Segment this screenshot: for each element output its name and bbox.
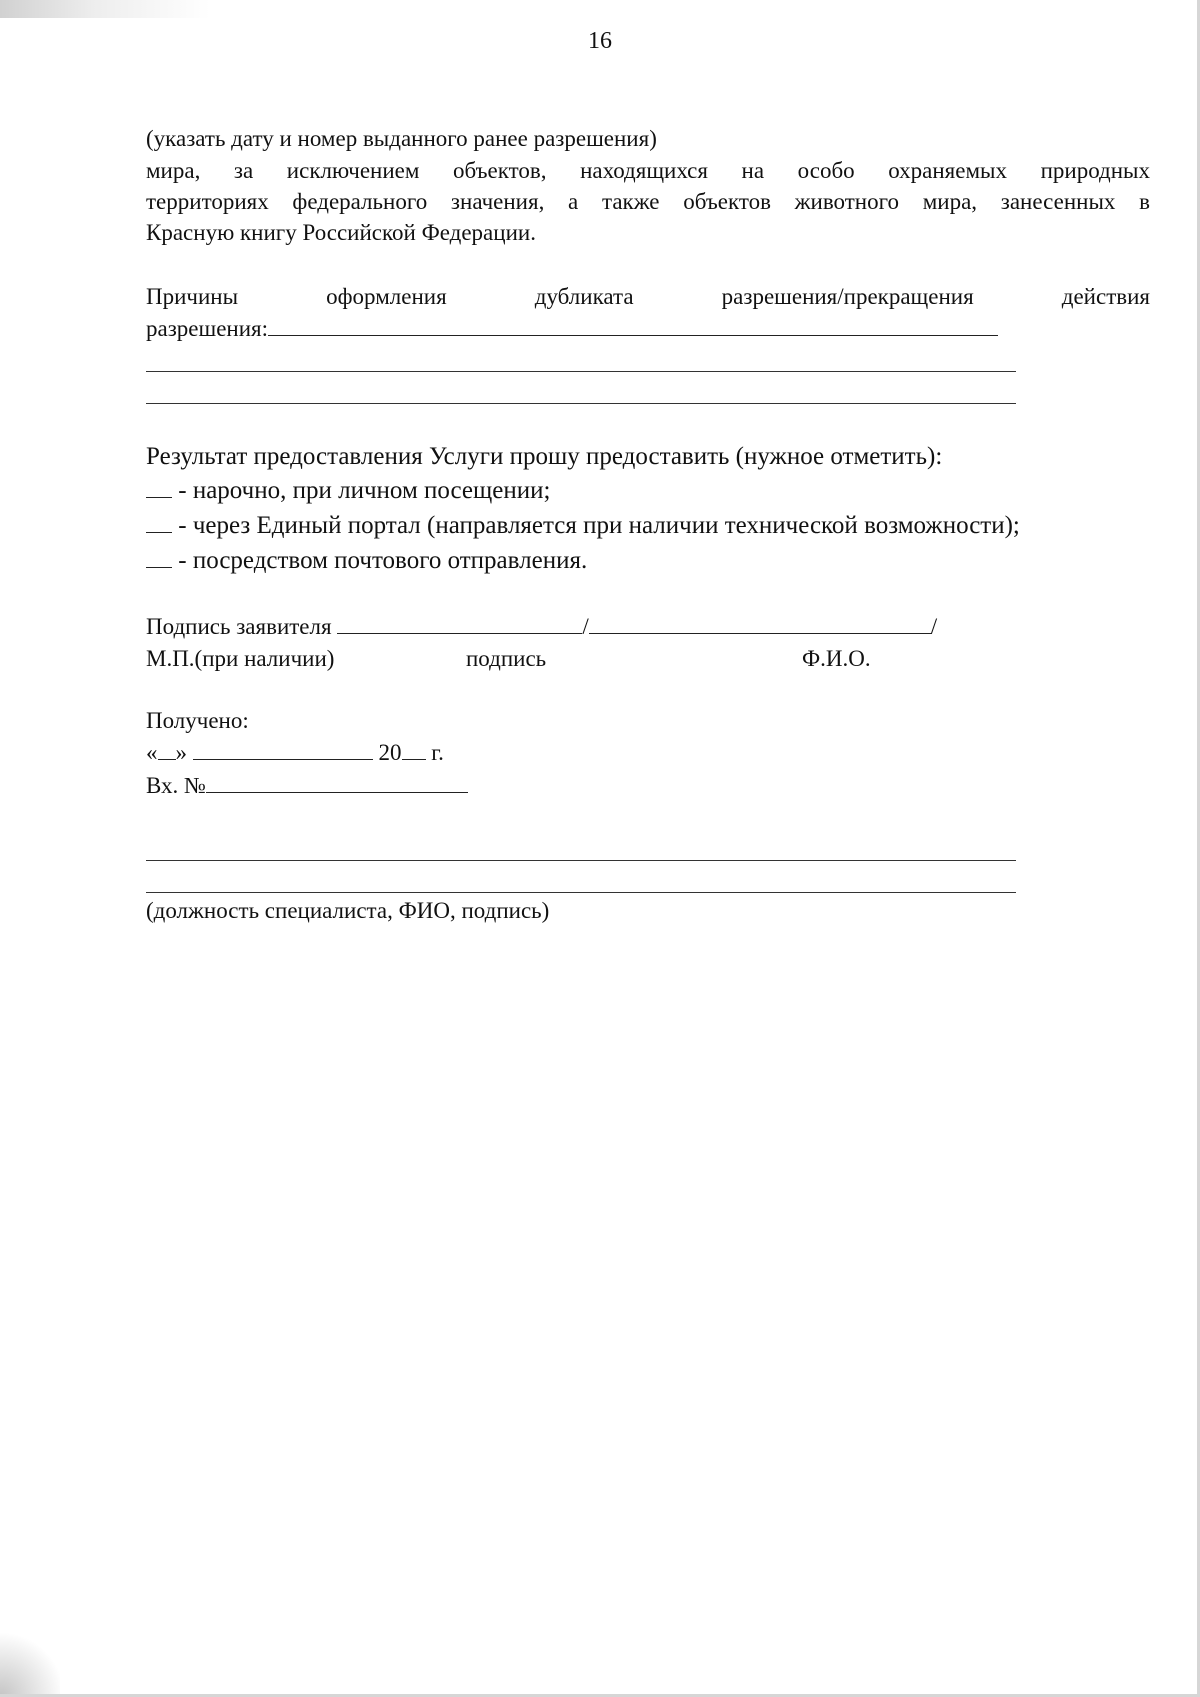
- day-blank[interactable]: [158, 737, 176, 760]
- result-heading: Результат предоставления Услуги прошу предоставить (нужное отметить):: [146, 443, 943, 470]
- reasons-label: разрешения:: [146, 316, 269, 341]
- option-1-label: - нарочно, при личном посещении;: [178, 477, 551, 504]
- option-3-checkbox[interactable]: [146, 545, 172, 568]
- signature-label: Подпись заявителя: [146, 614, 332, 639]
- reasons-line: Причины оформления дубликата разрешения/прекращения действия: [146, 284, 1150, 309]
- signature-row: [146, 611, 937, 642]
- specialist-line-2[interactable]: [146, 892, 1016, 893]
- scan-shadow-top: [0, 0, 210, 18]
- year-prefix: 20: [378, 740, 402, 765]
- incoming-number-label: Вх. №: [146, 773, 206, 798]
- quote-close: »: [175, 740, 187, 765]
- fio-caption: Ф.И.О.: [802, 646, 871, 671]
- reasons-blank[interactable]: [268, 313, 998, 336]
- signature-slash-right: /: [930, 614, 938, 639]
- option-1-checkbox[interactable]: [146, 475, 172, 498]
- option-3-label: - посредством почтового отправления.: [178, 547, 588, 574]
- reasons-line-blank-2[interactable]: [146, 403, 1016, 404]
- paragraph-line-2: территориях федерального значения, а также объектов животного мира, занесенных в: [146, 189, 1150, 214]
- permit-note: (указать дату и номер выданного ранее разрешения): [146, 126, 657, 151]
- signature-slash-left: /: [582, 614, 589, 639]
- paragraph-line-3: Красную книгу Российской Федерации.: [146, 220, 536, 245]
- incoming-number-blank[interactable]: [206, 770, 468, 793]
- result-option-3[interactable]: [146, 545, 587, 576]
- month-blank[interactable]: [193, 737, 373, 760]
- scan-shadow-bottom: [0, 1627, 60, 1697]
- reasons-line-blank-1[interactable]: [146, 371, 1016, 372]
- paragraph-line-1: мира, за исключением объектов, находящихся на особо охраняемых природных: [146, 158, 1150, 183]
- year-suffix: г.: [431, 740, 444, 765]
- signature-blank[interactable]: [337, 611, 582, 634]
- option-2-checkbox[interactable]: [146, 510, 172, 533]
- mp-label: М.П.(при наличии): [146, 646, 335, 671]
- specialist-caption: (должность специалиста, ФИО, подпись): [146, 898, 550, 923]
- specialist-line-1[interactable]: [146, 860, 1016, 861]
- result-option-1[interactable]: [146, 475, 550, 506]
- page-number: 16: [588, 28, 612, 54]
- received-date-row: [146, 737, 444, 768]
- quote-open: «: [146, 740, 158, 765]
- received-label: Получено:: [146, 708, 249, 733]
- incoming-number-row: [146, 770, 468, 801]
- reasons-field[interactable]: [146, 313, 998, 344]
- year-blank[interactable]: [402, 737, 426, 760]
- result-option-2[interactable]: [146, 510, 1020, 541]
- fio-blank[interactable]: [589, 611, 931, 634]
- option-2-label: - через Единый портал (направляется при наличии технической возможности);: [178, 512, 1020, 539]
- sign-caption: подпись: [466, 646, 547, 671]
